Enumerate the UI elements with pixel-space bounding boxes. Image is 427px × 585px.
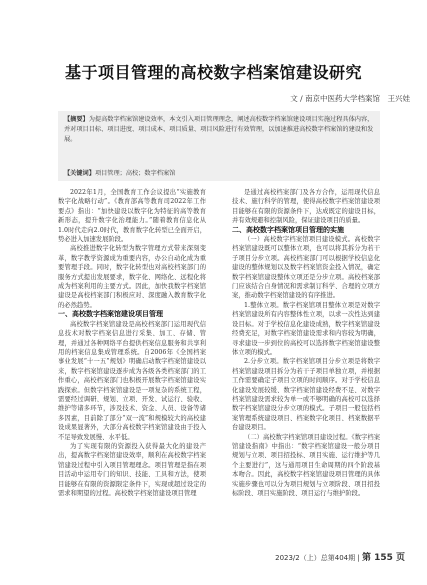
paragraph: 1.整体立项。数字档案馆项目整体立项是对数字档案馆建设所有内容整体性立项，以求一次性达到建设目标。对于学校信息化建设成熟，数字档案馆建设经费充足，对数字档案馆建设需求和内容较为明确，寻求建设一步到位的高校可以选择数字档案馆建设整体立项的模式。: [232, 301, 380, 356]
abstract-label: 【摘要】: [64, 116, 89, 123]
paragraph: 2022年1月，全国教育工作会议提出“实施教育数字化战略行动”。《教育部高等教育司2022年工作要点》指出：“加快建设以数字化为特征的高等教育新形态，提升数字化治理能力。”随着教育信息化从1.0时代走向2.0时代，教育数字化转型已全面开启，势必进入加速发展阶段。: [58, 189, 206, 244]
paragraph: 为了实现有限的资源投入获得最大化的建设产出，提高数字档案馆建设效率，顺利在高校数字档案馆建设过程中引入项目管理理念。项目管理是指在项目活动中运用专门的知识、技能、工具和方法，使项目能够在有限的资源限定条件下，实现或超过设定的需求和期望的过程。高校数字档案馆建设项目管理: [58, 442, 206, 497]
abstract-text: 为提高数字档案馆建设效率，本文引入项目管理理念，阐述高校数字档案馆建设项目实施过程具体内容，并对项目目标、项目进度、项目成本、项目质量、项目风险进行有效管理，以加速推进高校数字档案馆的建设和发展。: [64, 116, 374, 143]
footer-divider: |: [357, 554, 360, 562]
section-heading: 二、高校数字档案馆项目管理的实施: [232, 225, 344, 234]
left-column: [58, 188, 206, 498]
issue-info: 2023/2（上）总第404期: [275, 554, 356, 562]
keywords-box: [58, 167, 380, 181]
paragraph: 高校推进数字化转型为数字管理方式带来深刻变革，数字教学资源成为重要内容，办公自动化成为重要管理手段。同时，数字化转型也对高校档案部门的服务方式提出发展要求，数字化、网络化、远程化将成为档案利用的主要方式。因此，加快我数字档案馆建设是高校档案部门积极应对、深度融入教育数字化的必然趋势。: [58, 245, 206, 309]
abstract-box: [58, 111, 380, 169]
right-column: [232, 188, 380, 498]
article-title: 基于项目管理的高校数字档案馆建设研究: [64, 63, 362, 82]
paragraph: 是通过高校档案部门及各方合作，运用现代信息技术、施行科学的管理，使得高校数字档案馆建设项目能够在有限的资源条件下，达成既定的建设目标，并有效规避和控制风险，保证建设项目的质量。: [232, 189, 380, 225]
author-byline: 文 / 南京中医药大学档案馆 王兴娃: [290, 94, 410, 103]
page-footer: [275, 550, 405, 563]
paragraph: 高校数字档案馆建设是高校档案部门运用现代信息技术对数字档案信息进行采集、加工、存储、管理，并通过各种网络平台提供档案信息服务和共享利用的档案信息集成管理系统。自2006年《全国档案事业发展“十一五”规划》明确启动数字档案馆建设以来，数字档案馆建设逐步成为各级各类档案部门的工作重心，高校档案部门也积极开展数字档案馆建设实践探索。但数字档案馆建设是一项复杂的系统工程，需要经过调研、规划、立项、开发、试运行、验收、维护等诸多环节，涉及技术、资金、人员、设备等诸多因素，目前除了部分“双一流”和规模较大的高校建设成果显著外，大部分高校数字档案馆建设由于投入不足导致发展慢、水平低。: [58, 320, 206, 441]
keywords-text: 项目管理；高校；数字档案馆: [94, 170, 176, 177]
page-number: 第 155 页: [361, 553, 405, 563]
paragraph: （一）高校数字档案馆项目建设模式。高校数字档案馆建设既可以整体立项，也可以将其拆分为若干子项目分步立项。高校档案部门可以根据学校信息化建设的整体规划以及数字档案馆资金投入情况，确定数字档案馆建设整体立项还是分步立项。高校档案部门应该结合自身情况和需求制订科学、合理的立项方案，推动数字档案馆建设的有序推进。: [232, 236, 380, 300]
keywords-label: 【关键词】: [64, 170, 95, 177]
paragraph: 2.分步立项。数字档案馆项目分步立项是将数字档案馆建设项目拆分为若干子项目单独立项，并根据工作需要确定子项目立项的时间顺序。对于学校信息化建设发展较缓、数字档案馆建设经费不足、对数字档案馆建设需求较为单一或不够明确的高校可以选择数字档案馆建设分步立项的模式。子项目一般包括档案管理系统建设项目、档案数字化项目、档案数据平台建设项目。: [232, 358, 380, 432]
paragraph: （二）高校数字档案馆项目建设过程。《数字档案馆建设指南》中指出：“数字档案馆建设一般分项目规划与立项、项目招投标、项目实施、运行维护等几个主要进行”，这与通用项目生命周期的四个阶段基本吻合。因此，高校数字档案馆建设项目管理的具体实施步骤也可以分为项目规划与立项阶段、项目招投标阶段、项目实施阶段、项目运行与维护阶段。: [232, 433, 380, 497]
section-heading: 一、高校数字档案馆建设项目管理: [58, 310, 163, 319]
